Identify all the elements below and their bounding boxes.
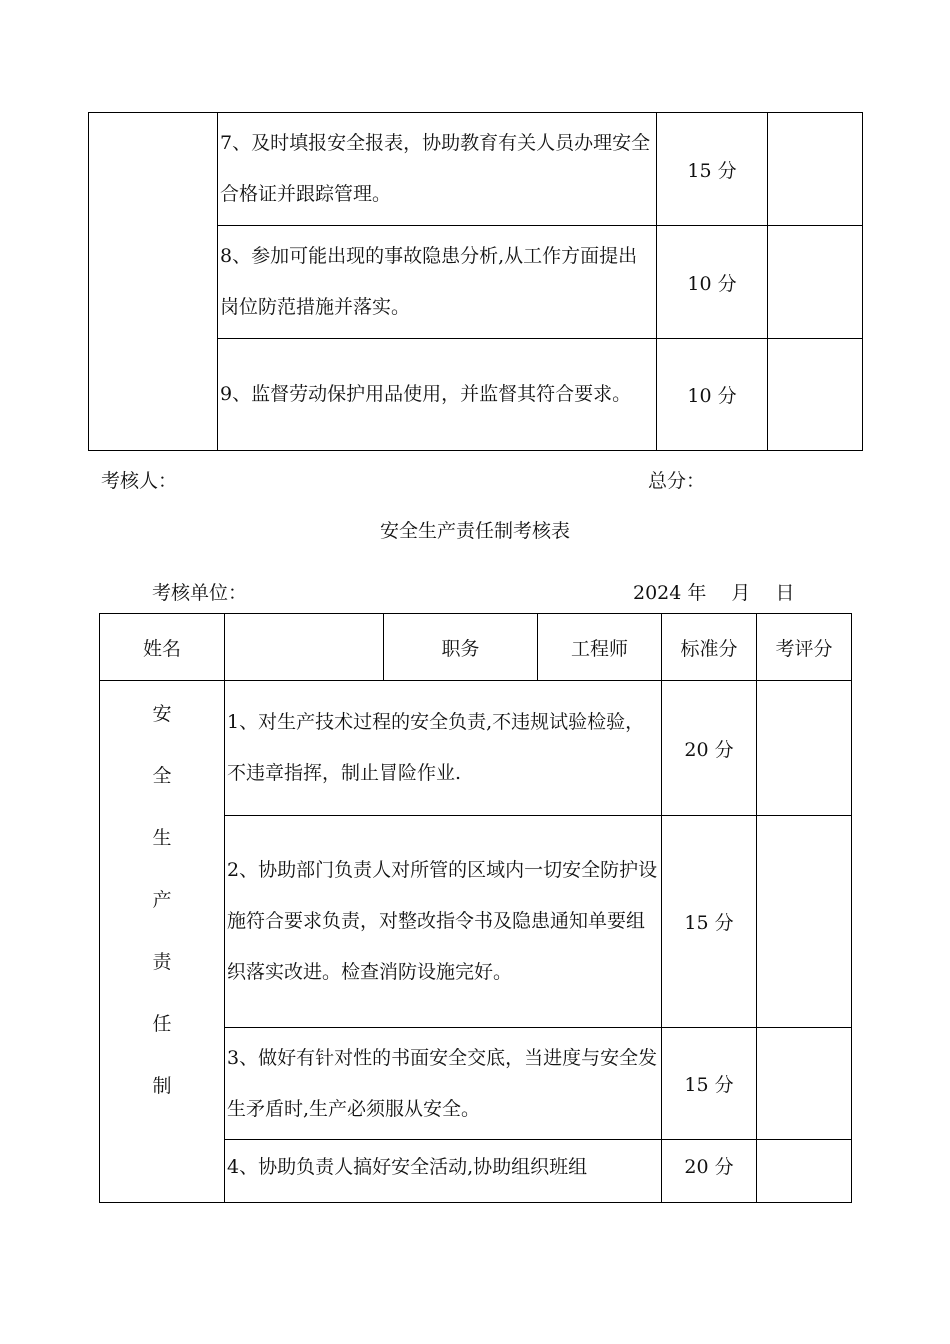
page-title: 安全生产责任制考核表 <box>379 520 570 542</box>
evaluation-score-cell[interactable] <box>768 226 863 339</box>
standard-score-cell: 15 分 <box>662 1028 757 1140</box>
evaluation-score-cell[interactable] <box>768 113 863 226</box>
name-value-cell[interactable] <box>225 614 384 681</box>
evaluation-score-cell[interactable] <box>757 1028 852 1140</box>
position-header: 职务 <box>384 614 538 681</box>
criterion-cell: 4、协助负责人搞好安全活动,协助组织班组 <box>225 1140 662 1203</box>
standard-score-header: 标准分 <box>662 614 757 681</box>
evaluation-score-cell[interactable] <box>757 816 852 1028</box>
category-char: 生 <box>152 827 172 849</box>
category-char: 任 <box>152 1013 172 1035</box>
standard-score-cell: 15 分 <box>662 816 757 1028</box>
category-char: 责 <box>152 951 172 973</box>
criterion-cell: 3、做好有针对性的书面安全交底，当进度与安全发生矛盾时,生产必须服从安全。 <box>225 1028 662 1140</box>
category-char: 全 <box>152 765 172 787</box>
criterion-cell: 9、监督劳动保护用品使用，并监督其符合要求。 <box>218 339 657 451</box>
category-cell <box>100 681 225 1203</box>
assessor-label: 考核人： <box>101 470 178 492</box>
evaluation-score-cell[interactable] <box>757 681 852 816</box>
table-row <box>100 681 852 816</box>
table-row <box>89 113 863 226</box>
total-score-label: 总分： <box>648 470 706 492</box>
category-cell <box>89 113 218 451</box>
criterion-cell: 1、对生产技术过程的安全负责,不违规试验检验，不违章指挥，制止冒险作业. <box>225 681 662 816</box>
category-char: 产 <box>152 889 172 911</box>
date-label: 2024 年 月 日 <box>633 582 795 604</box>
criterion-cell: 7、及时填报安全报表，协助教育有关人员办理安全合格证并跟踪管理。 <box>218 113 657 226</box>
position-value-cell: 工程师 <box>538 614 662 681</box>
evaluation-score-header: 考评分 <box>757 614 852 681</box>
standard-score-cell: 20 分 <box>662 681 757 816</box>
evaluation-score-cell[interactable] <box>768 339 863 451</box>
standard-score-cell: 10 分 <box>657 339 768 451</box>
standard-score-cell: 20 分 <box>662 1140 757 1203</box>
standard-score-cell: 15 分 <box>657 113 768 226</box>
responsibility-assessment-table <box>99 613 852 1203</box>
responsibility-table-continued <box>88 112 863 451</box>
name-header: 姓名 <box>100 614 225 681</box>
category-char: 制 <box>152 1075 172 1097</box>
category-char: 安 <box>152 703 172 725</box>
header-row <box>100 614 852 681</box>
standard-score-cell: 10 分 <box>657 226 768 339</box>
assessment-unit-label: 考核单位： <box>152 582 248 604</box>
criterion-cell: 2、协助部门负责人对所管的区域内一切安全防护设施符合要求负责，对整改指令书及隐患通知单要组织落实改进。检查消防设施完好。 <box>225 816 662 1028</box>
evaluation-score-cell[interactable] <box>757 1140 852 1203</box>
criterion-cell: 8、参加可能出现的事故隐患分析,从工作方面提出岗位防范措施并落实。 <box>218 226 657 339</box>
